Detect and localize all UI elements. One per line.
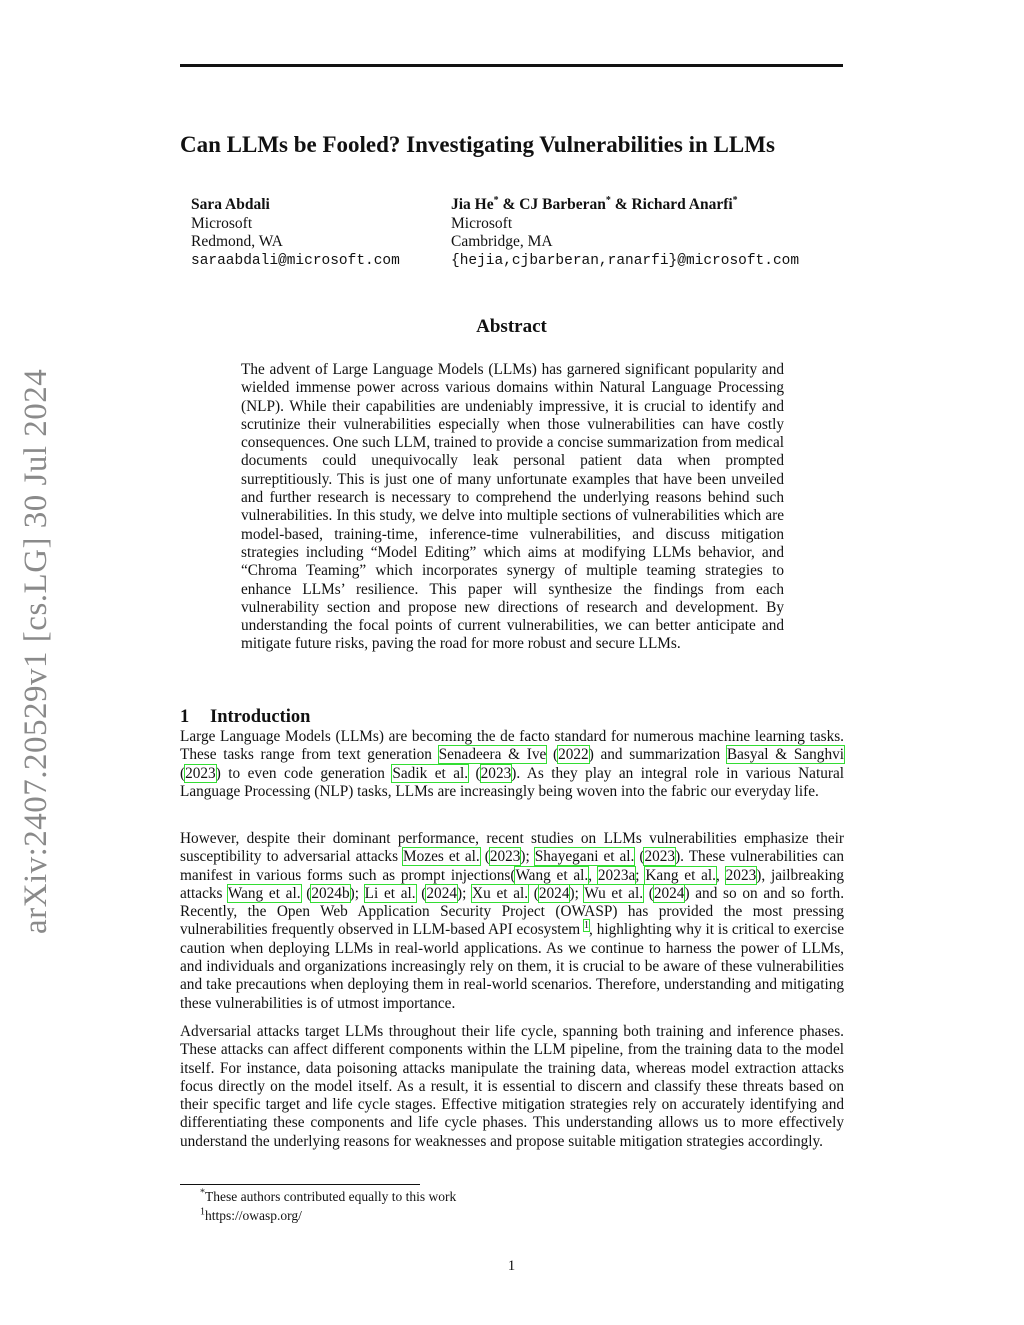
arxiv-stamp: arXiv:2407.20529v1 [cs.LG] 30 Jul 2024 [18, 368, 54, 934]
text-run: ). These vulnerabilities can manifest in various forms such as prompt injections( [180, 848, 844, 884]
citation-link[interactable]: 2024 [538, 884, 570, 902]
text-run: , [716, 866, 726, 884]
text-run: ( [468, 764, 481, 782]
text-run: ( [528, 884, 539, 902]
text-run: ( [300, 884, 312, 902]
citation-link[interactable]: Wang et al. [515, 866, 589, 884]
footnote-rule [180, 1184, 420, 1185]
top-rule [180, 64, 843, 67]
text-run: ) and so on and so forth. Recently, the Open Web Application Security Project (OWASP) has provided the most pressing vulnerabilities frequently observed in LLM-based API ecosystem [180, 884, 845, 939]
author-name: Sara Abdali [191, 196, 270, 213]
paper-title: Can LLMs be Fooled? Investigating Vulnerabilities in LLMs [180, 132, 775, 157]
author-location: Cambridge, MA [451, 233, 553, 250]
footnote-mark: 1 [200, 1206, 205, 1218]
abstract-heading: Abstract [476, 316, 547, 337]
author-block-2 [451, 196, 871, 270]
footnote-mark: * [200, 1187, 205, 1199]
citation-link[interactable]: Wang et al. [227, 884, 301, 902]
author-names [451, 196, 871, 215]
footnote-owasp [200, 1207, 302, 1224]
author-name-jia: Jia He [451, 196, 494, 213]
abstract-text: The advent of Large Language Models (LLMs) has garnered significant popularity and wielded immense power across various domains within Natural Language Processing (NLP). While their capabilities are undeniably impressive, it is crucial to identify and scrutinize their vulnerabilities especially when those vulnerabilities can have costly consequences. One such LLM, trained to provide a concise summarization from medical documents could unequivocally leak personal patient data when prompted surreptitiously. This is just one of many unfortunate examples that have been unveiled and further research is necessary to comprehend the underlying reasons behind such vulnerabilities. In this study, we delve into multiple sections of vulnerabilities which are model-based, training-time, inference-time vulnerabilities, and discuss mitigation strategies including “Model Editing” which aims at modifying LLMs behavior, and “Chroma Teaming” which incorporates synergy of multiple teaming strategies to enhance LLMs’ resilience. This paper will synthesize the findings from each vulnerability section and propose new directions of research and development. By understanding the focal points of current vulnerabilities, we can better anticipate and mitigate future risks, paving the road for more robust and secure LLMs. [241, 361, 784, 653]
citation-link[interactable]: Senadeera & Ive [438, 746, 547, 764]
text-run: ( [415, 884, 427, 902]
citation-link[interactable]: 2022 [558, 746, 589, 764]
citation-link[interactable]: 2024 [653, 884, 685, 902]
text-run: ). As they play an integral role in various Natural Language Processing (NLP) tasks, LLMs are increasingly being woven into the fabric our everyday life. [180, 764, 845, 800]
text-run: ) and summarization [588, 746, 727, 764]
text-run: ( [643, 884, 654, 902]
citation-link[interactable]: Sadik et al. [392, 764, 469, 782]
footnote-equal-contribution [200, 1188, 456, 1205]
text-run: ); [456, 884, 473, 902]
intro-paragraph-2 [180, 830, 844, 1013]
text-run: ( [479, 848, 490, 866]
text-run: ); [520, 848, 535, 866]
text-run: ( [180, 764, 186, 782]
citation-link[interactable]: Kang et al. [645, 866, 716, 884]
footnote-text: These authors contributed equally to this work [205, 1189, 457, 1204]
author-block-1 [191, 196, 441, 270]
text-run: ( [634, 848, 645, 866]
author-affiliation: Microsoft [191, 214, 253, 232]
citation-link[interactable]: Li et al. [364, 884, 416, 902]
section-heading-introduction [180, 707, 310, 728]
author-name-cj: & CJ Barberan [498, 196, 606, 213]
footnote-link[interactable]: 1 [584, 920, 590, 932]
citation-link[interactable]: 2024 [426, 884, 457, 902]
citation-link[interactable]: 2023 [644, 848, 676, 866]
text-run: ); [349, 884, 365, 902]
intro-paragraph-3: Adversarial attacks target LLMs throughout their life cycle, spanning both training and inference phases. These attacks can affect different components within the LLM pipeline, from the training data to the model itself. For instance, data poisoning attacks manipulate the training data, whereas model extraction attacks focus directly on the model itself. As a result, it is essential to discern and classify these threats based on their specific target and life cycle stages. Effective mitigation strategies rely on accurately identifying and differentiating these components and life cycle phases. This understanding allows us to more effectively understand the underlying reasons for weaknesses and propose suitable mitigation strategies accordingly. [180, 1023, 844, 1150]
author-email[interactable]: saraabdali@microsoft.com [191, 252, 400, 269]
citation-link[interactable]: 2024b [311, 884, 350, 902]
text-run: , highlighting why it is critical to exercise caution when deploying LLMs in real-world applications. As we continue to harness the power of LLMs, and individuals and organizations increasingly rely on them, it is crucial to be aware of these vulnerabilities and take precautions when deploying them in real-world scenarios. Therefore, understanding and mitigating these vulnerabilities is of utmost importance. [180, 921, 844, 1012]
page-number: 1 [507, 1258, 516, 1274]
section-title: Introduction [210, 707, 311, 727]
text-run: , [588, 866, 598, 884]
citation-link[interactable]: Basyal & Sanghvi [726, 746, 844, 764]
text-run: ; [635, 866, 646, 884]
citation-link[interactable]: Xu et al. [472, 884, 529, 902]
equal-contribution-mark: * [493, 194, 499, 206]
citation-link[interactable]: Mozes et al. [403, 848, 480, 866]
equal-contribution-mark: * [732, 194, 738, 206]
citation-link[interactable]: 2023 [489, 848, 521, 866]
citation-link[interactable]: Wu et al. [584, 884, 644, 902]
footnote-url[interactable]: https://owasp.org/ [205, 1208, 302, 1223]
text-run: ( [546, 746, 559, 764]
author-email[interactable]: {hejia,cjbarberan,ranarfi}@microsoft.com [451, 252, 800, 269]
author-affiliation: Microsoft [451, 214, 513, 232]
text-run: ); [569, 884, 585, 902]
citation-link[interactable]: 2023a [597, 866, 636, 884]
text-run: However, despite their dominant performance, recent studies on LLMs vulnerabilities emphasize their susceptibility to adversarial attacks [180, 830, 844, 866]
text-run: ) to even code generation [215, 764, 393, 782]
citation-link[interactable]: 2023 [480, 764, 512, 782]
author-name-richard: & Richard Anarfi [610, 196, 733, 213]
text-run: ), jailbreaking attacks [180, 866, 845, 902]
citation-link[interactable]: Shayegani et al. [534, 848, 635, 866]
author-location: Redmond, WA [191, 233, 283, 250]
citation-link[interactable]: 2023 [725, 866, 757, 884]
equal-contribution-mark: * [605, 194, 611, 206]
intro-paragraph-1 [180, 728, 844, 801]
text-run: Large Language Models (LLMs) are becoming the de facto standard for numerous machine learning tasks. These tasks range from text generation [180, 728, 844, 764]
section-number: 1 [180, 707, 190, 727]
citation-link[interactable]: 2023 [185, 764, 216, 782]
